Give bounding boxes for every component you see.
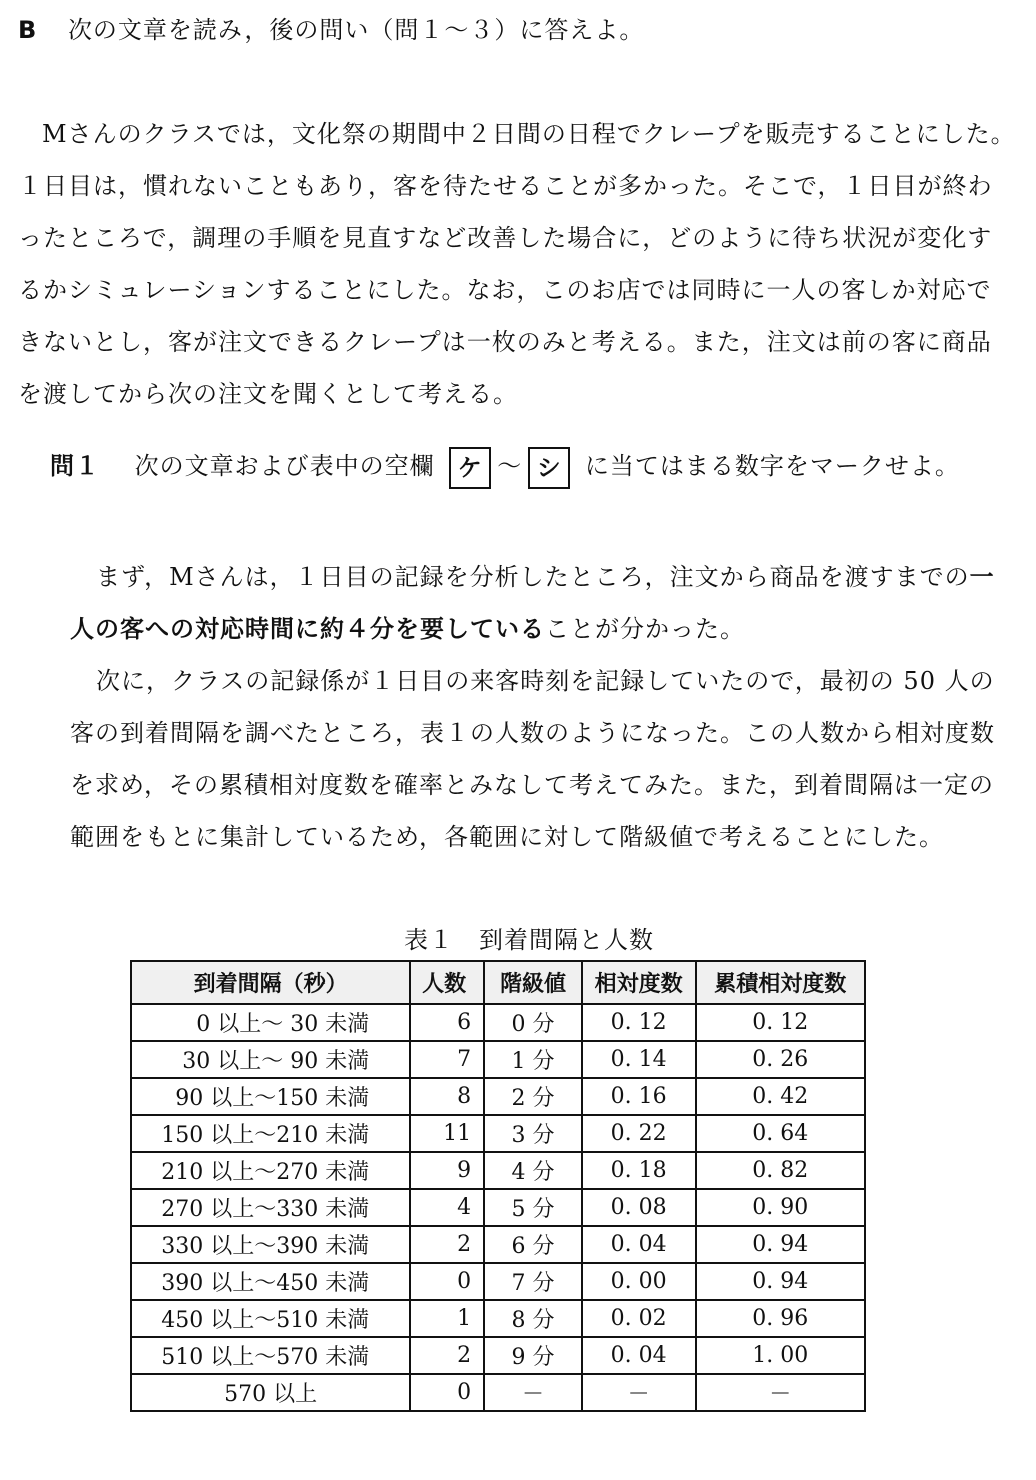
table-caption: 表１ 到着間隔と人数 xyxy=(404,926,654,954)
emphasis-text: 人の客への対応時間に約４分を要している xyxy=(70,615,545,643)
cell-class-value: 1 分 xyxy=(484,1041,582,1078)
header-cumulative-relative-frequency: 累積相対度数 xyxy=(696,961,865,1004)
cell-cumulative: 0. 96 xyxy=(696,1300,865,1337)
section-letter: B xyxy=(18,16,38,44)
cell-count: 9 xyxy=(410,1152,484,1189)
answer-blank-end: シ xyxy=(528,447,570,489)
intro-line: １日目は，慣れないこともあり，客を待たせることが多かった。そこで，１日目が終わ xyxy=(18,172,993,200)
cell-count: 4 xyxy=(410,1189,484,1226)
body-line xyxy=(96,557,995,592)
section-heading xyxy=(18,10,644,45)
cell-cumulative: 0. 82 xyxy=(696,1152,865,1189)
question-label: 問１ xyxy=(50,452,100,480)
cell-relative: 0. 00 xyxy=(582,1263,696,1300)
table-row xyxy=(131,1041,865,1078)
body-line: 範囲をもとに集計しているため，各範囲に対して階級値で考えることにした。 xyxy=(70,823,945,851)
cell-relative: 0. 18 xyxy=(582,1152,696,1189)
cell-class-value: 9 分 xyxy=(484,1337,582,1374)
table-row xyxy=(131,1226,865,1263)
cell-class-value: 8 分 xyxy=(484,1300,582,1337)
cell-range: 270 以上～330 未満 xyxy=(131,1189,410,1226)
table-row xyxy=(131,1337,865,1374)
header-class-value: 階級値 xyxy=(484,961,582,1004)
body-line xyxy=(70,609,745,644)
cell-class-value: 6 分 xyxy=(484,1226,582,1263)
table-row xyxy=(131,1115,865,1152)
arrival-interval-table xyxy=(130,960,866,1412)
cell-cumulative: 0. 12 xyxy=(696,1004,865,1041)
cell-range: 150 以上～210 未満 xyxy=(131,1115,410,1152)
cell-range: 570 以上 xyxy=(131,1374,410,1411)
cell-count: 2 xyxy=(410,1226,484,1263)
body-text: まず，Mさんは，１日目の記録を分析したところ，注文から商品を渡すまでの xyxy=(96,563,970,591)
intro-line: るかシミュレーションすることにした。なお，このお店では同時に一人の客しか対応で xyxy=(18,276,992,304)
cell-relative: － xyxy=(582,1374,696,1411)
cell-cumulative: 0. 94 xyxy=(696,1263,865,1300)
cell-count: 7 xyxy=(410,1041,484,1078)
table-row xyxy=(131,1300,865,1337)
cell-range: 510 以上～570 未満 xyxy=(131,1337,410,1374)
cell-cumulative: － xyxy=(696,1374,865,1411)
cell-relative: 0. 14 xyxy=(582,1041,696,1078)
cell-cumulative: 0. 26 xyxy=(696,1041,865,1078)
cell-relative: 0. 12 xyxy=(582,1004,696,1041)
table-row xyxy=(131,1152,865,1189)
table-row xyxy=(131,1374,865,1411)
intro-line: Mさんのクラスでは，文化祭の期間中２日間の日程でクレープを販売することにした。 xyxy=(42,120,1016,148)
cell-count: 11 xyxy=(410,1115,484,1152)
cell-class-value: － xyxy=(484,1374,582,1411)
cell-class-value: 7 分 xyxy=(484,1263,582,1300)
table-row xyxy=(131,1004,865,1041)
answer-blank-start: ケ xyxy=(449,447,491,489)
cell-relative: 0. 04 xyxy=(582,1337,696,1374)
cell-relative: 0. 02 xyxy=(582,1300,696,1337)
table-row xyxy=(131,1263,865,1300)
cell-relative: 0. 08 xyxy=(582,1189,696,1226)
cell-relative: 0. 16 xyxy=(582,1078,696,1115)
cell-cumulative: 0. 90 xyxy=(696,1189,865,1226)
cell-count: 8 xyxy=(410,1078,484,1115)
cell-cumulative: 1. 00 xyxy=(696,1337,865,1374)
body-line: を求め，その累積相対度数を確率とみなして考えてみた。また，到着間隔は一定の xyxy=(70,771,995,799)
cell-cumulative: 0. 64 xyxy=(696,1115,865,1152)
cell-relative: 0. 04 xyxy=(582,1226,696,1263)
cell-class-value: 3 分 xyxy=(484,1115,582,1152)
cell-count: 0 xyxy=(410,1374,484,1411)
cell-range: 90 以上～150 未満 xyxy=(131,1078,410,1115)
cell-count: 6 xyxy=(410,1004,484,1041)
cell-range: 390 以上～450 未満 xyxy=(131,1263,410,1300)
table-header-row xyxy=(131,961,865,1004)
cell-range: 0 以上～ 30 未満 xyxy=(131,1004,410,1041)
intro-line: ったところで，調理の手順を見直すなど改善した場合に，どのように待ち状況が変化す xyxy=(18,224,993,252)
cell-count: 0 xyxy=(410,1263,484,1300)
cell-range: 210 以上～270 未満 xyxy=(131,1152,410,1189)
section-instruction: 次の文章を読み，後の問い（問１～３）に答えよ。 xyxy=(67,16,645,44)
cell-class-value: 4 分 xyxy=(484,1152,582,1189)
table-row xyxy=(131,1189,865,1226)
cell-range: 30 以上～ 90 未満 xyxy=(131,1041,410,1078)
cell-class-value: 5 分 xyxy=(484,1189,582,1226)
header-count: 人数 xyxy=(410,961,484,1004)
body-line: 客の到着間隔を調べたところ，表１の人数のようになった。この人数から相対度数 xyxy=(70,719,995,747)
question-text-before: 次の文章および表中の空欄 xyxy=(134,452,435,480)
question-text-after: に当てはまる数字をマークせよ。 xyxy=(584,452,960,480)
cell-count: 2 xyxy=(410,1337,484,1374)
cell-cumulative: 0. 42 xyxy=(696,1078,865,1115)
cell-class-value: 2 分 xyxy=(484,1078,582,1115)
header-arrival-interval: 到着間隔（秒） xyxy=(131,961,410,1004)
intro-line: を渡してから次の注文を聞くとして考える。 xyxy=(18,380,518,408)
cell-range: 330 以上～390 未満 xyxy=(131,1226,410,1263)
intro-line: きないとし，客が注文できるクレープは一枚のみと考える。また，注文は前の客に商品 xyxy=(18,328,992,356)
body-line: 次に，クラスの記録係が１日目の来客時刻を記録していたので，最初の 50 人の xyxy=(96,667,995,695)
table-row xyxy=(131,1078,865,1115)
cell-class-value: 0 分 xyxy=(484,1004,582,1041)
emphasis-text: 一 xyxy=(969,563,995,591)
cell-relative: 0. 22 xyxy=(582,1115,696,1152)
question-1 xyxy=(50,443,960,489)
cell-cumulative: 0. 94 xyxy=(696,1226,865,1263)
range-separator: ～ xyxy=(497,452,523,480)
cell-range: 450 以上～510 未満 xyxy=(131,1300,410,1337)
body-text: ことが分かった。 xyxy=(545,615,745,643)
header-relative-frequency: 相対度数 xyxy=(582,961,696,1004)
cell-count: 1 xyxy=(410,1300,484,1337)
